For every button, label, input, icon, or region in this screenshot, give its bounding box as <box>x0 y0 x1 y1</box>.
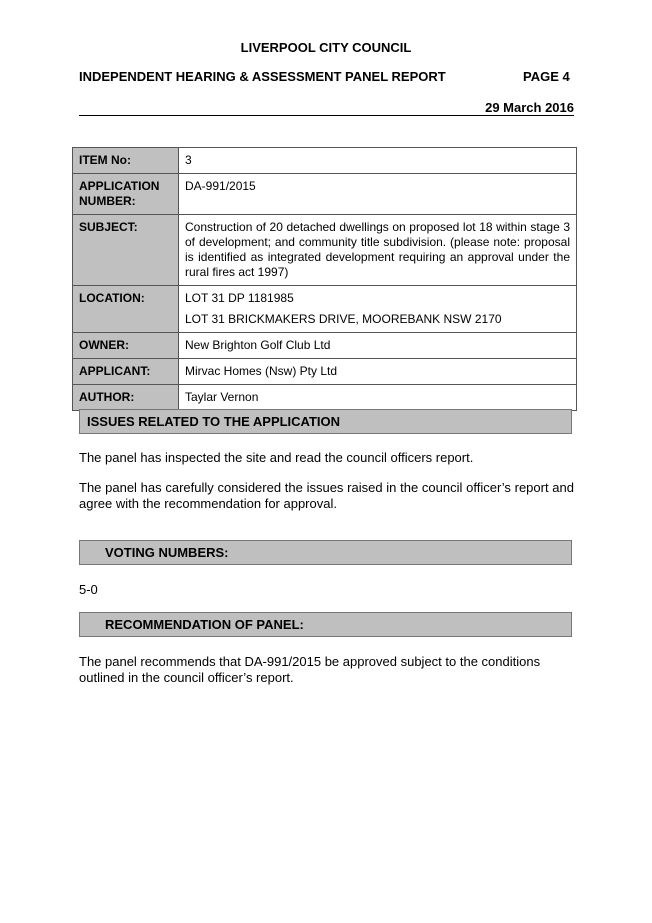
table-row-subject <box>73 215 577 286</box>
applicant-label: APPLICANT: <box>73 359 179 385</box>
council-name: LIVERPOOL CITY COUNCIL <box>240 40 412 55</box>
location-line-address: LOT 31 BRICKMAKERS DRIVE, MOOREBANK NSW 2170 <box>185 312 502 326</box>
author-value: Taylar Vernon <box>179 385 577 411</box>
item-no-value: 3 <box>179 148 577 174</box>
recommendation-heading: RECOMMENDATION OF PANEL: <box>79 612 572 637</box>
location-value <box>179 286 577 333</box>
table-row-author <box>73 385 577 411</box>
application-info-table <box>72 147 577 411</box>
report-date: 29 March 2016 <box>485 100 574 115</box>
item-no-label: ITEM No: <box>73 148 179 174</box>
location-label: LOCATION: <box>73 286 179 333</box>
report-title: INDEPENDENT HEARING & ASSESSMENT PANEL REPORT <box>79 69 446 84</box>
location-line-lot: LOT 31 DP 1181985 <box>185 291 294 305</box>
owner-value: New Brighton Golf Club Ltd <box>179 333 577 359</box>
recommendation-text: The panel recommends that DA-991/2015 be approved subject to the conditions outlined in the council officer’s report. <box>79 654 541 685</box>
table-row-applicant <box>73 359 577 385</box>
issues-heading: ISSUES RELATED TO THE APPLICATION <box>79 409 572 434</box>
author-label: AUTHOR: <box>73 385 179 411</box>
table-row-owner <box>73 333 577 359</box>
voting-heading: VOTING NUMBERS: <box>79 540 572 565</box>
page-number: PAGE 4 <box>523 69 570 84</box>
subject-value: Construction of 20 detached dwellings on proposed lot 18 within stage 3 of development; and community title subdivision. (please note: proposal is identified as integrated development requiring an approval under the rural fires act 1997) <box>179 215 577 286</box>
issues-paragraph-2: The panel has carefully considered the issues raised in the council officer’s report and agree with the recommendation for approval. <box>79 480 574 511</box>
table-row-item-no <box>73 148 577 174</box>
table-row-location <box>73 286 577 333</box>
issues-paragraph-1: The panel has inspected the site and read the council officers report. <box>79 450 474 465</box>
application-number-value: DA-991/2015 <box>179 174 577 215</box>
voting-result: 5-0 <box>79 582 98 597</box>
owner-label: OWNER: <box>73 333 179 359</box>
application-number-label: APPLICATION NUMBER: <box>73 174 179 215</box>
applicant-value: Mirvac Homes (Nsw) Pty Ltd <box>179 359 577 385</box>
table-row-application-number <box>73 174 577 215</box>
header-divider <box>79 115 574 116</box>
subject-label: SUBJECT: <box>73 215 179 286</box>
